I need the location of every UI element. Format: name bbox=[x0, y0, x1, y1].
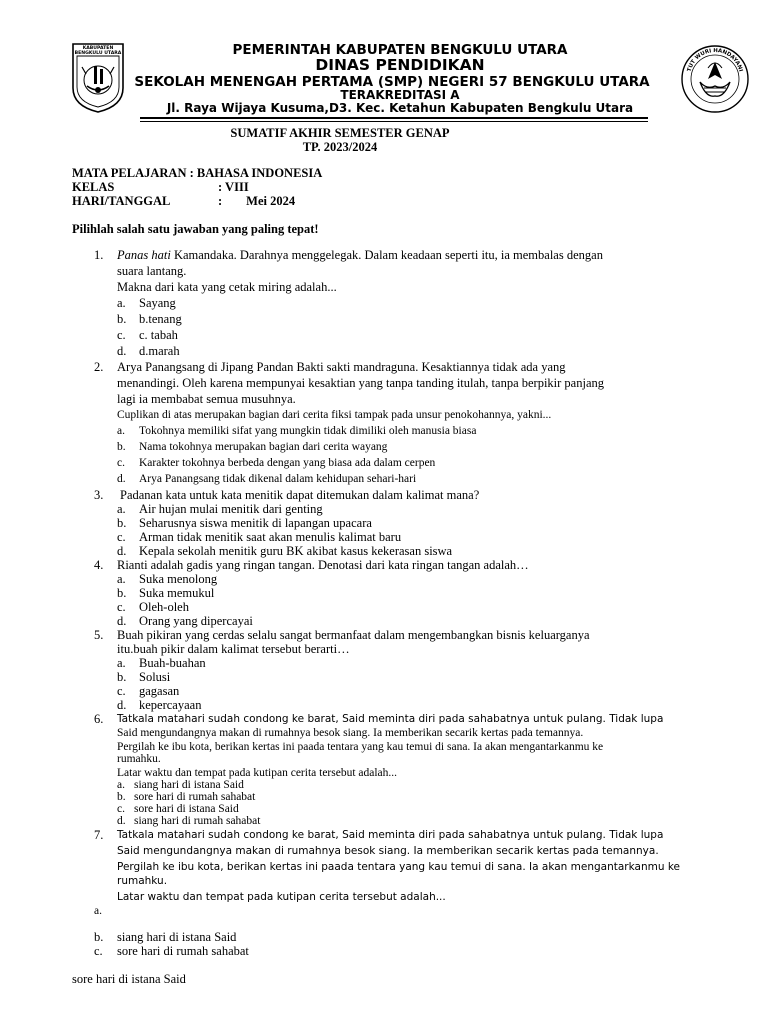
q2-number: 2. bbox=[94, 360, 104, 374]
q2-option-b-letter: b. bbox=[117, 441, 126, 453]
q4-option-b: Suka memukul bbox=[139, 586, 215, 600]
q7-line1: Tatkala matahari sudah condong ke barat, Said meminta diri pada sahabatnya untuk pulang. Tidak lupa bbox=[117, 829, 664, 841]
q6-option-d: siang hari di rumah sahabat bbox=[134, 815, 261, 827]
exam-year: TP. 2023/2024 bbox=[302, 140, 378, 154]
q7-option-b-letter: b. bbox=[94, 930, 104, 944]
q1-option-b-letter: b. bbox=[117, 312, 127, 326]
q1-option-d-letter: d. bbox=[117, 344, 127, 358]
q5-option-c: gagasan bbox=[139, 684, 180, 698]
q3-option-d: Kepala sekolah menitik guru BK akibat kasus kekerasan siswa bbox=[139, 544, 453, 558]
q1-number: 1. bbox=[94, 248, 104, 262]
q2-prompt: Cuplikan di atas merupakan bagian dari cerita fiksi tampak pada unsur penokohannya, yakni... bbox=[117, 409, 552, 421]
tut-wuri-handayani-logo bbox=[680, 44, 750, 114]
q2-line2: menandingi. Oleh karena mempunyai kesaktian yang tanpa tanding itulah, tanpa berpikir panjang bbox=[117, 376, 604, 390]
q1-option-c-letter: c. bbox=[117, 328, 126, 342]
q3-option-a: Air hujan mulai menitik dari genting bbox=[139, 502, 323, 516]
q2-option-b: Nama tokohnya merupakan bagian dari cerita wayang bbox=[139, 441, 388, 453]
q4-prompt: Rianti adalah gadis yang ringan tangan. Denotasi dari kata ringan tangan adalah… bbox=[117, 558, 529, 572]
q2-line3: lagi ia membabat semua musuhnya. bbox=[117, 392, 296, 406]
q3-option-b-letter: b. bbox=[117, 516, 127, 530]
q6-line2: Said mengundangnya makan di rumahnya besok siang. Ia memberikan secarik kertas pada temannya. bbox=[117, 727, 584, 739]
q6-line4: rumahku. bbox=[117, 753, 161, 765]
q1-prompt: Makna dari kata yang cetak miring adalah... bbox=[117, 280, 337, 294]
q2-option-c-letter: c. bbox=[117, 457, 125, 469]
q3-option-c-letter: c. bbox=[117, 530, 126, 544]
class-value: : VIII bbox=[218, 180, 249, 194]
q7-trailing-text: sore hari di istana Said bbox=[72, 972, 186, 986]
q5-line1: Buah pikiran yang cerdas selalu sangat bermanfaat dalam mengembangkan bisnis keluarganya bbox=[117, 628, 590, 642]
q7-option-c-letter: c. bbox=[94, 944, 103, 958]
q2-option-c: Karakter tokohnya berbeda dengan yang biasa ada dalam cerpen bbox=[139, 457, 436, 469]
q2-option-a-letter: a. bbox=[117, 425, 125, 437]
q3-number: 3. bbox=[94, 488, 104, 502]
q1-line1 bbox=[117, 248, 603, 262]
q6-option-c-letter: c. bbox=[117, 803, 125, 815]
q5-option-a-letter: a. bbox=[117, 656, 126, 670]
logo-left-text-1: KABUPATEN bbox=[82, 46, 114, 51]
exam-title: SUMATIF AKHIR SEMESTER GENAP bbox=[230, 126, 450, 140]
date-colon: : bbox=[218, 194, 223, 208]
q4-option-b-letter: b. bbox=[117, 586, 127, 600]
q2-option-a: Tokohnya memiliki sifat yang mungkin tidak dimiliki oleh manusia biasa bbox=[139, 425, 477, 437]
date-line bbox=[72, 194, 295, 209]
q4-number: 4. bbox=[94, 558, 104, 572]
q5-option-d: kepercayaan bbox=[139, 698, 202, 712]
header-government: PEMERINTAH KABUPATEN BENGKULU UTARA bbox=[232, 42, 568, 58]
q7-line2: Said mengundangnya makan di rumahnya besok siang. Ia memberikan secarik kertas pada temannya. bbox=[117, 845, 659, 857]
q7-option-b: siang hari di istana Said bbox=[117, 930, 237, 944]
q4-option-c: Oleh-oleh bbox=[139, 600, 189, 614]
q4-option-d-letter: d. bbox=[117, 614, 127, 628]
q6-option-d-letter: d. bbox=[117, 815, 126, 827]
q5-line2: itu.buah pikir dalam kalimat tersebut berarti… bbox=[117, 642, 350, 656]
header-rule-thick bbox=[140, 117, 648, 119]
header-address: Jl. Raya Wijaya Kusuma,D3. Kec. Ketahun Kabupaten Bengkulu Utara bbox=[166, 101, 634, 115]
q6-option-a: siang hari di istana Said bbox=[134, 779, 244, 791]
q6-line3: Pergilah ke ibu kota, berikan kertas ini paada tentara yang kau temui di sana. Ia akan mengantarkanmu ke bbox=[117, 741, 604, 753]
q3-option-c: Arman tidak menitik saat akan menulis kalimat baru bbox=[139, 530, 402, 544]
q6-prompt: Latar waktu dan tempat pada kutipan cerita tersebut adalah... bbox=[117, 767, 398, 779]
class-line bbox=[72, 180, 249, 195]
q6-option-c: sore hari di istana Said bbox=[134, 803, 239, 815]
q5-option-a: Buah-buahan bbox=[139, 656, 206, 670]
q2-option-d-letter: d. bbox=[117, 473, 126, 485]
q7-line4: rumahku. bbox=[117, 875, 168, 887]
q1-option-d: d.marah bbox=[139, 344, 180, 358]
logo-right-motto: TUT WURI HANDAYANI bbox=[686, 47, 744, 73]
q7-option-c: sore hari di rumah sahabat bbox=[117, 944, 249, 958]
q6-line1: Tatkala matahari sudah condong ke barat, Said meminta diri pada sahabatnya untuk pulang. Tidak lupa bbox=[117, 713, 664, 725]
q1-line1-rest: Kamandaka. Darahnya menggelegak. Dalam keadaan seperti itu, ia membalas dengan bbox=[170, 248, 603, 262]
q2-option-d: Arya Panangsang tidak dikenal dalam kehidupan sehari-hari bbox=[139, 473, 417, 485]
q4-option-c-letter: c. bbox=[117, 600, 126, 614]
q7-line3: Pergilah ke ibu kota, berikan kertas ini paada tentara yang kau temui di sana. Ia akan mengantarkanmu ke bbox=[117, 861, 681, 873]
q7-option-a-letter: a. bbox=[94, 905, 102, 917]
q3-option-b: Seharusnya siswa menitik di lapangan upacara bbox=[139, 516, 372, 530]
q2-line1: Arya Panangsang di Jipang Pandan Bakti sakti mandraguna. Kesaktiannya tidak ada yang bbox=[117, 360, 566, 374]
q6-number: 6. bbox=[94, 712, 104, 726]
q1-option-a: Sayang bbox=[139, 296, 176, 310]
class-key: KELAS bbox=[72, 180, 115, 194]
q5-option-b: Solusi bbox=[139, 670, 171, 684]
q1-italic: Panas hati bbox=[117, 248, 171, 262]
q1-option-c: c. tabah bbox=[139, 328, 178, 342]
q1-option-a-letter: a. bbox=[117, 296, 126, 310]
q4-option-a: Suka menolong bbox=[139, 572, 218, 586]
q3-option-a-letter: a. bbox=[117, 502, 126, 516]
q6-option-b: sore hari di rumah sahabat bbox=[134, 791, 256, 803]
q5-option-c-letter: c. bbox=[117, 684, 126, 698]
header-rule-thin bbox=[140, 121, 648, 122]
logo-left-text-2: BENGKULU UTARA bbox=[74, 51, 122, 56]
q3-prompt: Padanan kata untuk kata menitik dapat ditemukan dalam kalimat mana? bbox=[120, 488, 480, 502]
header-school: SEKOLAH MENENGAH PERTAMA (SMP) NEGERI 57 BENGKULU UTARA bbox=[134, 74, 650, 90]
header-department: DINAS PENDIDIKAN bbox=[315, 56, 485, 74]
q7-number: 7. bbox=[94, 828, 104, 842]
q4-option-a-letter: a. bbox=[117, 572, 126, 586]
q1-line2: suara lantang. bbox=[117, 264, 187, 278]
header-accreditation: TERAKREDITASI A bbox=[340, 88, 460, 102]
q7-prompt: Latar waktu dan tempat pada kutipan cerita tersebut adalah... bbox=[117, 891, 446, 903]
subject-line: MATA PELAJARAN : BAHASA INDONESIA bbox=[72, 166, 323, 180]
q4-option-d: Orang yang dipercayai bbox=[139, 614, 253, 628]
date-value: Mei 2024 bbox=[246, 194, 296, 208]
q5-option-b-letter: b. bbox=[117, 670, 127, 684]
q5-number: 5. bbox=[94, 628, 104, 642]
instruction: Pilihlah salah satu jawaban yang paling tepat! bbox=[72, 222, 319, 236]
q6-option-a-letter: a. bbox=[117, 779, 125, 791]
q3-option-d-letter: d. bbox=[117, 544, 127, 558]
q6-option-b-letter: b. bbox=[117, 791, 126, 803]
q5-option-d-letter: d. bbox=[117, 698, 127, 712]
q1-option-b: b.tenang bbox=[139, 312, 182, 326]
date-key: HARI/TANGGAL bbox=[72, 194, 171, 208]
